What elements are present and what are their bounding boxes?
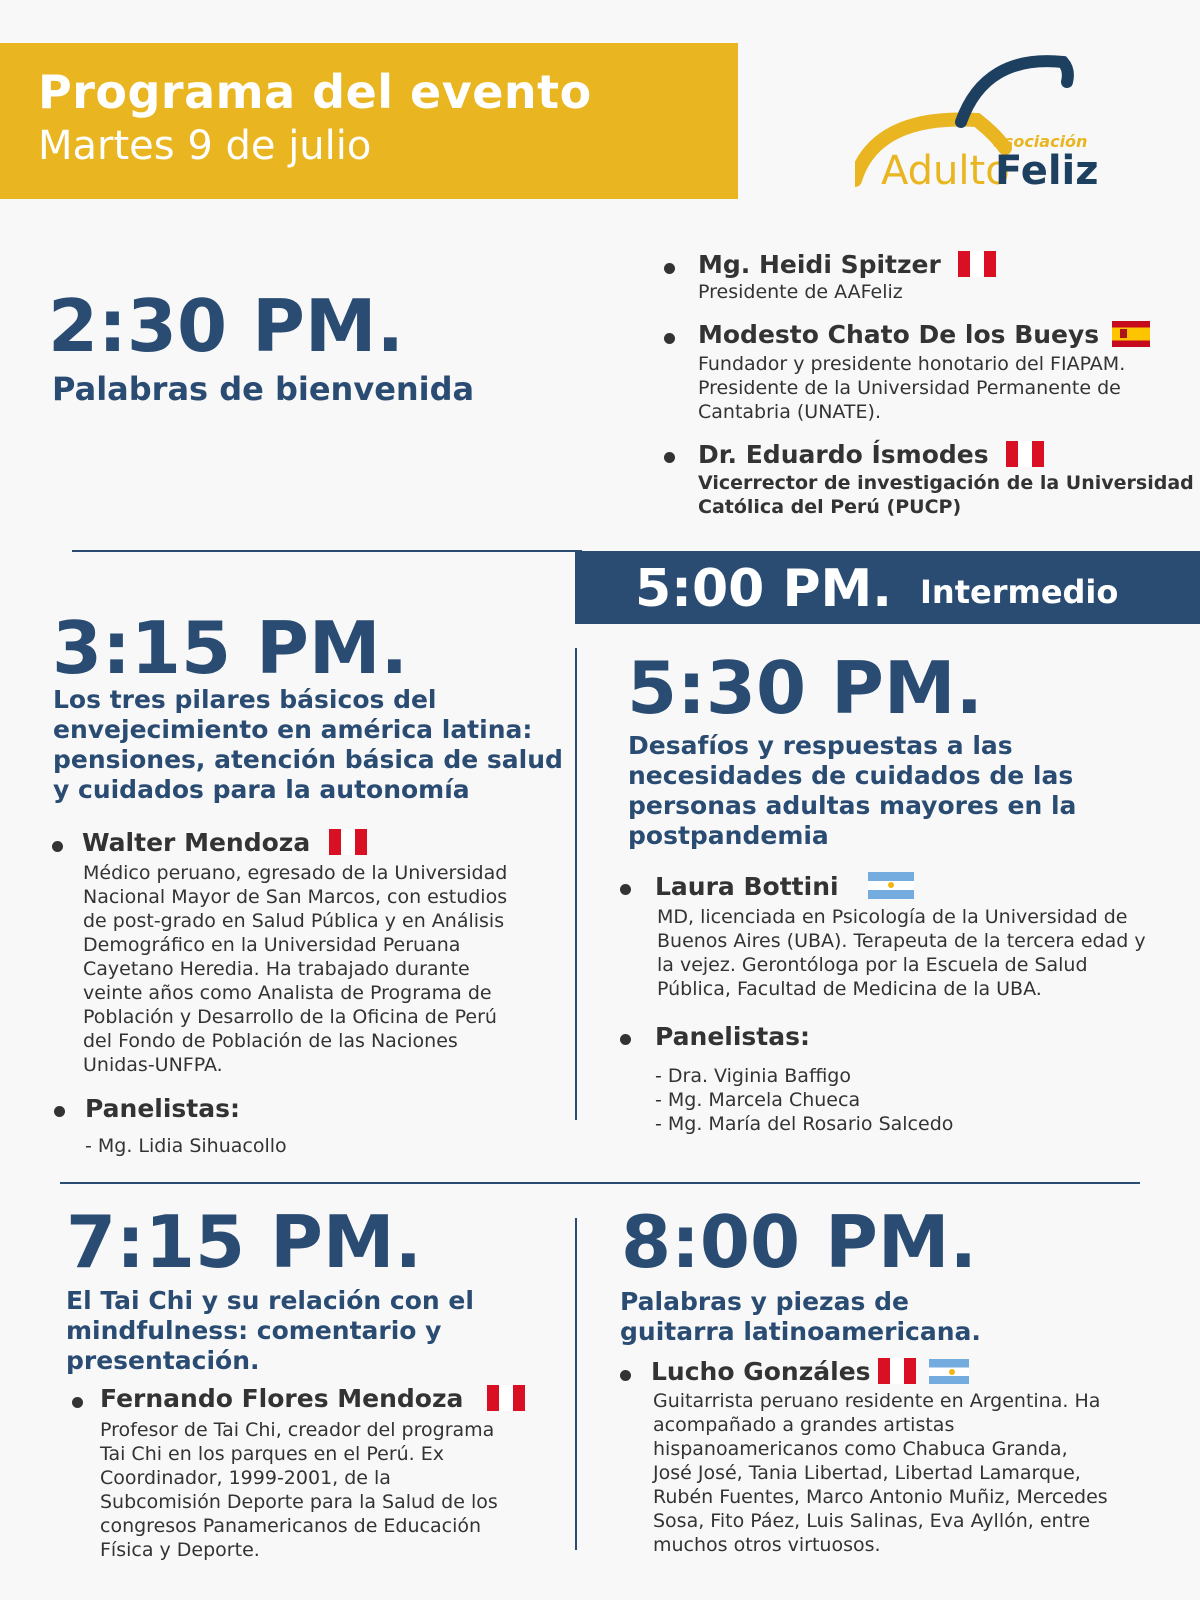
bullet: [664, 263, 675, 274]
time-315: 3:15 PM.: [52, 606, 408, 690]
speaker-eduardo: [698, 440, 1044, 469]
bio-line: congresos Panamericanos de Educación: [100, 1515, 482, 1537]
bio-line: MD, licenciada en Psicología de la Universidad de: [657, 906, 1128, 928]
speaker-heidi: [698, 250, 996, 279]
panelist: - Mg. Lidia Sihuacollo: [85, 1135, 287, 1157]
bio-line: Física y Deporte.: [100, 1539, 260, 1561]
panelist-list: [655, 1064, 953, 1136]
intermission-label: Intermedio: [920, 573, 1119, 611]
bio-line: muchos otros virtuosos.: [653, 1534, 881, 1556]
peru-flag-icon: [878, 1358, 916, 1384]
bio-line: Médico peruano, egresado de la Universidad: [83, 862, 508, 884]
peru-flag-icon: [329, 829, 367, 855]
bio-line: del Fondo de Población de las Naciones: [83, 1030, 458, 1052]
bio-line: veinte años como Analista de Programa de: [83, 982, 492, 1004]
title-line: presentación.: [66, 1346, 260, 1375]
title-welcome: Palabras de bienvenida: [52, 370, 475, 408]
panel-label: Panelistas:: [655, 1022, 810, 1051]
title-line: mindfulness: comentario y: [66, 1316, 442, 1345]
time-230: 2:30 PM.: [48, 284, 404, 368]
column-divider: [575, 648, 577, 1120]
speaker-lucho: [651, 1357, 969, 1386]
panelist: - Dra. Viginia Baffigo: [655, 1065, 851, 1087]
logo: [855, 52, 1099, 202]
speaker-fernando: [100, 1384, 525, 1413]
speaker-bio: [100, 1418, 498, 1562]
title-line: necesidades de cuidados de las: [628, 761, 1074, 790]
bio-line: hispanoamericanos como Chabuca Granda,: [653, 1438, 1068, 1460]
column-divider: [575, 1218, 577, 1550]
speaker-name: Dr. Eduardo Ísmodes: [698, 440, 989, 469]
bio-line: Pública, Facultad de Medicina de la UBA.: [657, 978, 1042, 1000]
title-line: Los tres pilares básicos del: [53, 685, 437, 714]
bio-line: Demográfico en la Universidad Peruana: [83, 934, 461, 956]
time-500: 5:00 PM.: [635, 559, 893, 619]
speaker-desc-line: Presidente de la Universidad Permanente de: [698, 377, 1121, 399]
bullet: [620, 1034, 631, 1045]
bullet: [72, 1397, 83, 1408]
bullet: [664, 452, 675, 463]
speaker-desc-line: Fundador y presidente honotario del FIAPAM.: [698, 353, 1126, 375]
title-line: envejecimiento en américa latina:: [53, 715, 533, 744]
bio-line: de post-grado en Salud Pública y en Análisis: [83, 910, 505, 932]
bio-line: Subcomisión Deporte para la Salud de los: [100, 1491, 498, 1513]
panelist: - Mg. Marcela Chueca: [655, 1089, 861, 1111]
bio-line: Unidas-UNFPA.: [83, 1054, 223, 1076]
speaker-desc-line: Católica del Perú (PUCP): [698, 496, 962, 518]
bio-line: Coordinador, 1999-2001, de la: [100, 1467, 391, 1489]
bio-line: Profesor de Tai Chi, creador del programa: [100, 1419, 495, 1441]
bio-line: acompañado a grandes artistas: [653, 1414, 955, 1436]
speaker-name: Lucho Gonzáles: [651, 1357, 871, 1386]
divider: [60, 1182, 1140, 1184]
title-line: Desafíos y respuestas a las: [628, 731, 1013, 760]
title-line: pensiones, atención básica de salud: [53, 745, 563, 774]
title-taichi: [66, 1286, 474, 1376]
bullet: [664, 333, 675, 344]
speaker-name: Modesto Chato De los Bueys: [698, 320, 1100, 349]
speaker-desc-line: Vicerrector de investigación de la Universidad: [698, 472, 1194, 494]
logo-word-adulto: Adulto: [881, 148, 1010, 194]
bio-line: Población y Desarrollo de la Oficina de Perú: [83, 1006, 497, 1028]
spain-flag-icon: [1112, 321, 1150, 347]
bio-line: la vejez. Gerontóloga por la Escuela de Salud: [657, 954, 1088, 976]
bullet: [620, 1370, 631, 1381]
bullet: [54, 1106, 65, 1117]
bio-line: José José, Tania Libertad, Libertad Lamarque,: [653, 1462, 1081, 1484]
speaker-name: Laura Bottini: [655, 872, 839, 901]
event-date: Martes 9 de julio: [38, 123, 372, 169]
title-line: y cuidados para la autonomía: [53, 775, 470, 804]
speaker-desc: Presidente de AAFeliz: [698, 281, 903, 303]
speaker-bio: [83, 861, 507, 1077]
title-desafios: [628, 731, 1076, 851]
speaker-bio: [653, 1389, 1108, 1557]
peru-flag-icon: [958, 251, 996, 277]
bio-line: Rubén Fuentes, Marco Antonio Muñiz, Mercedes: [653, 1486, 1108, 1508]
speaker-bio: [657, 905, 1146, 1001]
speaker-modesto: [698, 320, 1150, 349]
speaker-name: Walter Mendoza: [82, 828, 311, 857]
bio-line: Tai Chi en los parques en el Perú. Ex: [100, 1443, 445, 1465]
title-line: El Tai Chi y su relación con el: [66, 1286, 474, 1315]
divider: [72, 550, 582, 552]
speaker-name: Mg. Heidi Spitzer: [698, 250, 941, 279]
argentina-flag-icon: [929, 1359, 969, 1384]
peru-flag-icon: [487, 1385, 525, 1411]
argentina-flag-icon: [868, 872, 914, 899]
bullet: [620, 884, 631, 895]
peru-flag-icon: [1006, 441, 1044, 467]
speaker-laura: [655, 872, 914, 901]
panel-label: Panelistas:: [85, 1094, 240, 1123]
page-title: Programa del evento: [38, 65, 592, 119]
panelist: - Mg. María del Rosario Salcedo: [655, 1113, 954, 1135]
bio-line: Cayetano Heredia. Ha trabajado durante: [83, 958, 470, 980]
speaker-name: Fernando Flores Mendoza: [100, 1384, 464, 1413]
title-line: postpandemia: [628, 821, 829, 850]
title-guitarra: [620, 1287, 981, 1347]
logo-word-feliz: Feliz: [995, 148, 1099, 194]
bio-line: Sosa, Fito Páez, Luis Salinas, Eva Ayllón, entre: [653, 1510, 1091, 1532]
title-line: guitarra latinoamericana.: [620, 1317, 981, 1346]
logo-small-text: asociación: [993, 132, 1088, 151]
bio-line: Guitarrista peruano residente en Argentina. Ha: [653, 1390, 1101, 1412]
title-line: personas adultas mayores en la: [628, 791, 1077, 820]
intermission-banner: [575, 551, 1200, 624]
title-line: Palabras y piezas de: [620, 1287, 909, 1316]
speaker-desc-line: Cantabria (UNATE).: [698, 401, 881, 423]
time-800: 8:00 PM.: [621, 1200, 977, 1284]
speaker-walter: [82, 828, 367, 857]
time-530: 5:30 PM.: [627, 646, 983, 730]
bullet: [52, 841, 63, 852]
time-715: 7:15 PM.: [66, 1200, 422, 1284]
header-banner: [0, 43, 738, 199]
bio-line: Buenos Aires (UBA). Terapeuta de la tercera edad y: [657, 930, 1146, 952]
title-pilares: [53, 685, 563, 805]
bio-line: Nacional Mayor de San Marcos, con estudios: [83, 886, 508, 908]
